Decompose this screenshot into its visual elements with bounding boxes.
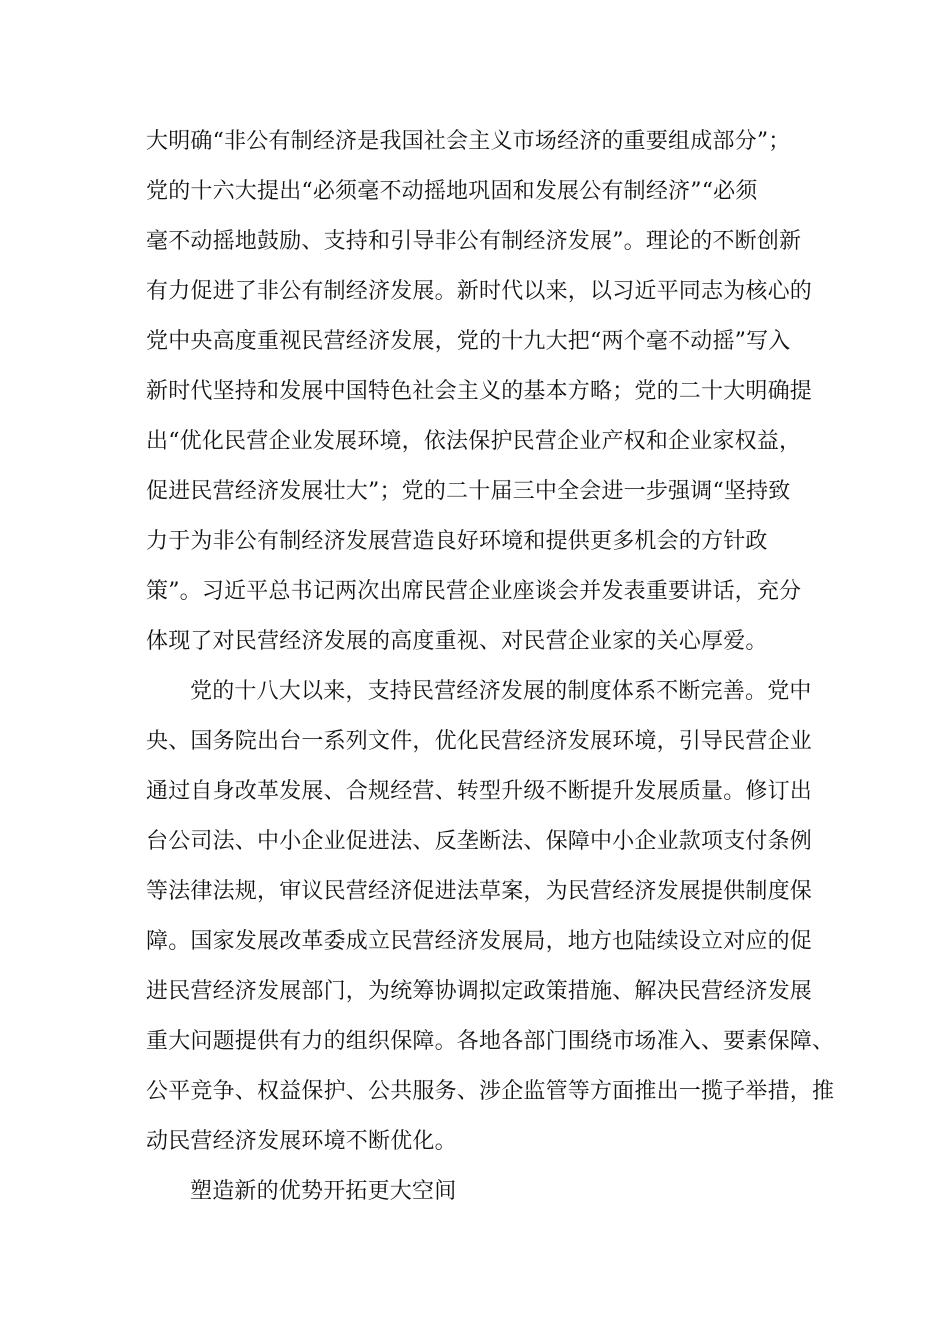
paragraph-line: 策”。习近平总书记两次出席民营企业座谈会并发表重要讲话，充分 — [146, 579, 802, 604]
paragraph-line: 台公司法、中小企业促进法、反垄断法、保障中小企业款项支付条例 — [146, 829, 813, 854]
section-heading: 塑造新的优势开拓更大空间 — [190, 1179, 457, 1204]
paragraph-line: 公平竞争、权益保护、公共服务、涉企监管等方面推出一揽子举措，推 — [146, 1079, 835, 1104]
paragraph — [146, 667, 835, 1167]
paragraph-line: 重大问题提供有力的组织保障。各地各部门围绕市场准入、要素保障、 — [146, 1029, 835, 1054]
paragraph-line: 党中央高度重视民营经济发展，党的十九大把“两个毫不动摇”写入 — [146, 329, 791, 354]
paragraph-line: 大明确“非公有制经济是我国社会主义市场经济的重要组成部分”； — [146, 129, 791, 154]
paragraph-line: 力于为非公有制经济发展营造良好环境和提供更多机会的方针政 — [146, 529, 768, 554]
paragraph-line: 出“优化民营企业发展环境，依法保护民营企业产权和企业家权益， — [146, 429, 802, 454]
paragraph-line: 毫不动摇地鼓励、支持和引导非公有制经济发展”。理论的不断创新 — [146, 229, 802, 254]
paragraph-line: 促进民营经济发展壮大”；党的二十届三中全会进一步强调“坚持致 — [146, 479, 791, 504]
paragraph-line: 央、国务院出台一系列文件，优化民营经济发展环境，引导民营企业 — [146, 729, 813, 754]
paragraph-line: 进民营经济发展部门，为统筹协调拟定政策措施、解决民营经济发展 — [146, 979, 813, 1004]
paragraph-line: 有力促进了非公有制经济发展。新时代以来，以习近平同志为核心的 — [146, 279, 813, 304]
paragraph-line: 党的十八大以来，支持民营经济发展的制度体系不断完善。党中 — [190, 679, 812, 704]
paragraph-line: 等法律法规，审议民营经济促进法草案，为民营经济发展提供制度保 — [146, 879, 813, 904]
paragraph — [146, 117, 826, 667]
paragraph-line: 体现了对民营经济发展的高度重视、对民营企业家的关心厚爱。 — [146, 629, 768, 654]
paragraph-line: 新时代坚持和发展中国特色社会主义的基本方略；党的二十大明确提 — [146, 379, 813, 404]
paragraph-line: 动民营经济发展环境不断优化。 — [146, 1129, 457, 1154]
document-body — [146, 117, 835, 1217]
paragraph-line: 障。国家发展改革委成立民营经济发展局，地方也陆续设立对应的促 — [146, 929, 813, 954]
paragraph-line: 通过自身改革发展、合规经营、转型升级不断提升发展质量。修订出 — [146, 779, 813, 804]
paragraph-line: 党的十六大提出“必须毫不动摇地巩固和发展公有制经济”“必须 — [146, 179, 758, 204]
